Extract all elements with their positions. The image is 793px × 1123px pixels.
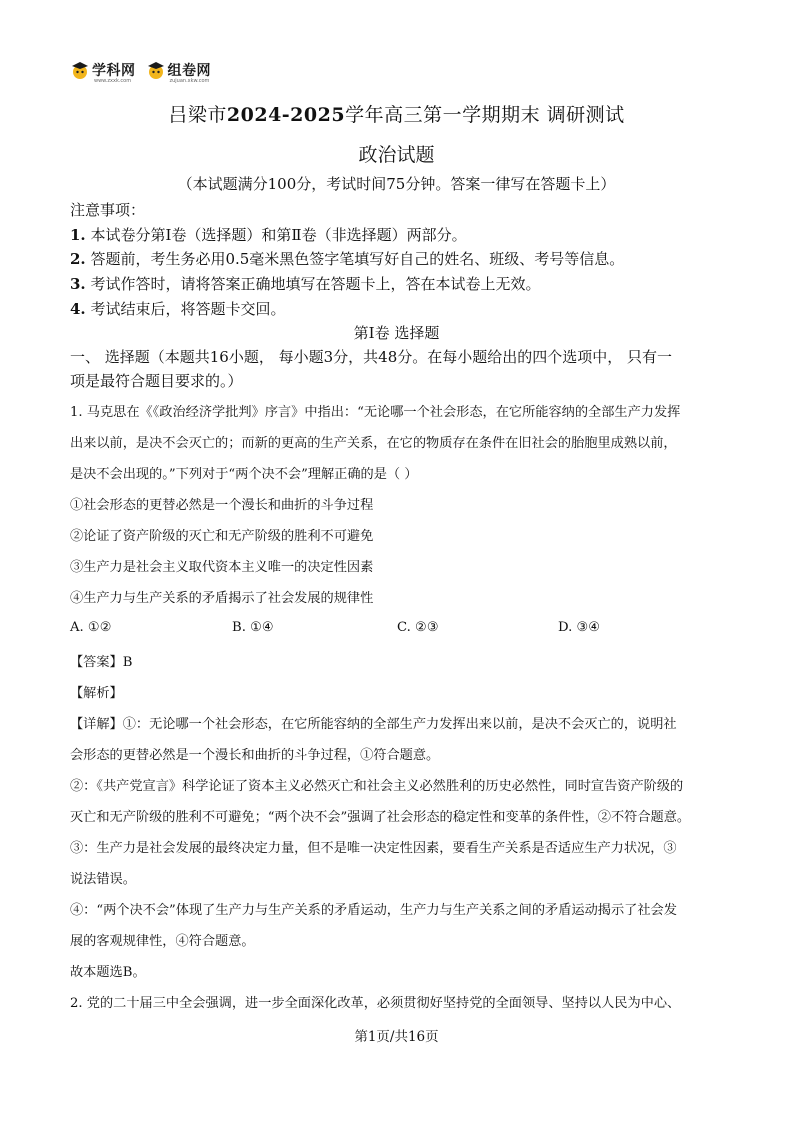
section-instruction: 项是最符合题目要求的。）	[70, 372, 243, 390]
statement: ②论证了资产阶级的灭亡和无产阶级的胜利不可避免	[70, 529, 374, 544]
notice-text: 答题前，考生务必用0.5毫米黑色签字笔填写好自己的姓名、班级、考号等信息。	[90, 250, 625, 268]
answer-label: 【答案】B	[70, 655, 133, 670]
option-d: D. ③④	[558, 620, 601, 635]
notice-num: 2.	[70, 250, 86, 268]
explanation-line: 【详解】①：无论哪一个社会形态，在它所能容纳的全部生产力发挥出来以前，是决不会灭亡的，说明社	[70, 717, 677, 732]
notice-text: 考试作答时，请将答案正确地填写在答题卡上，答在本试卷上无效。	[90, 275, 541, 293]
question-stem: 1. 马克思在《《政治经济学批判》序言》中指出：“无论哪一个社会形态，在它所能容纳的全部生产力发挥	[70, 405, 681, 420]
graduation-cap-icon	[146, 60, 166, 80]
logo-bar	[70, 60, 211, 90]
conclusion-line: 故本题选B。	[70, 965, 146, 980]
explanation-line: 会形态的更替必然是一个漫长和曲折的斗争过程，①符合题意。	[70, 748, 440, 763]
question-stem: 2. 党的二十届三中全会强调，进一步全面深化改革，必须贯彻好坚持党的全面领导、坚持以人民为中心、	[70, 996, 681, 1011]
statement: ④生产力与生产关系的矛盾揭示了社会发展的规律性	[70, 591, 374, 606]
exam-subject: 政治试题	[358, 144, 435, 166]
explanation-line: 灭亡和无产阶级的胜利不可避免；“两个决不会”强调了社会形态的稳定性和变革的条件性，②不符合题意。	[70, 810, 691, 825]
xkw-logo	[70, 60, 136, 84]
notice-heading: 注意事项：	[70, 201, 146, 219]
exam-title	[0, 100, 793, 127]
option-c: C. ②③	[397, 620, 439, 635]
page-number: 第1页/共16页	[354, 1029, 439, 1045]
notice-item	[70, 224, 467, 245]
question-stem: 出来以前，是决不会灭亡的；而新的更高的生产关系，在它的物质存在条件在旧社会的胎胞里成熟以前，	[70, 436, 677, 451]
zujuan-logo	[146, 60, 212, 84]
notice-item	[70, 298, 285, 319]
notice-num: 1.	[70, 226, 86, 244]
title-year: 2024-2025	[226, 104, 346, 126]
notice-text: 考试结束后，将答题卡交回。	[90, 300, 286, 318]
notice-item	[70, 248, 624, 269]
xkw-logo-text: 学科网	[92, 63, 136, 79]
explanation-line: 说法错误。	[70, 872, 136, 887]
xkw-logo-url: www.zxxk.com	[94, 78, 132, 84]
analysis-label: 【解析】	[70, 686, 123, 701]
question-stem: 是决不会出现的。”下列对于“两个决不会”理解正确的是（ ）	[70, 467, 418, 482]
title-rest: 学年高三第一学期期末 调研测试	[345, 104, 625, 126]
title-city: 吕梁市	[168, 104, 227, 126]
graduation-cap-icon	[70, 60, 90, 80]
notice-num: 4.	[70, 300, 86, 318]
zujuan-logo-url: zujuan.xkw.com	[169, 78, 210, 84]
option-b: B. ①④	[232, 620, 274, 635]
statement: ③生产力是社会主义取代资本主义唯一的决定性因素	[70, 560, 374, 575]
option-a: A. ①②	[70, 620, 112, 635]
section-heading: 第Ⅰ卷 选择题	[353, 324, 440, 342]
notice-text: 本试卷分第Ⅰ卷（选择题）和第Ⅱ卷（非选择题）两部分。	[90, 226, 467, 244]
explanation-line: ③：生产力是社会发展的最终决定力量，但不是唯一决定性因素，要看生产关系是否适应生产力状况，③	[70, 841, 677, 856]
explanation-line: 展的客观规律性，④符合题意。	[70, 934, 255, 949]
statement: ①社会形态的更替必然是一个漫长和曲折的斗争过程	[70, 498, 374, 513]
notice-item	[70, 273, 540, 294]
notice-num: 3.	[70, 275, 86, 293]
section-instruction: 一、 选择题（本题共16小题， 每小题3分，共48分。在每小题给出的四个选项中， 只有一	[70, 348, 673, 366]
explanation-line: ②：《共产党宣言》科学论证了资本主义必然灭亡和社会主义必然胜利的历史必然性，同时宣告资产阶级的	[70, 779, 684, 794]
zujuan-logo-text: 组卷网	[167, 63, 211, 79]
exam-note: （本试题满分100分，考试时间75分钟。答案一律写在答题卡上）	[177, 175, 616, 193]
explanation-line: ④：“两个决不会”体现了生产力与生产关系的矛盾运动，生产力与生产关系之间的矛盾运动揭示了社会发	[70, 903, 677, 918]
